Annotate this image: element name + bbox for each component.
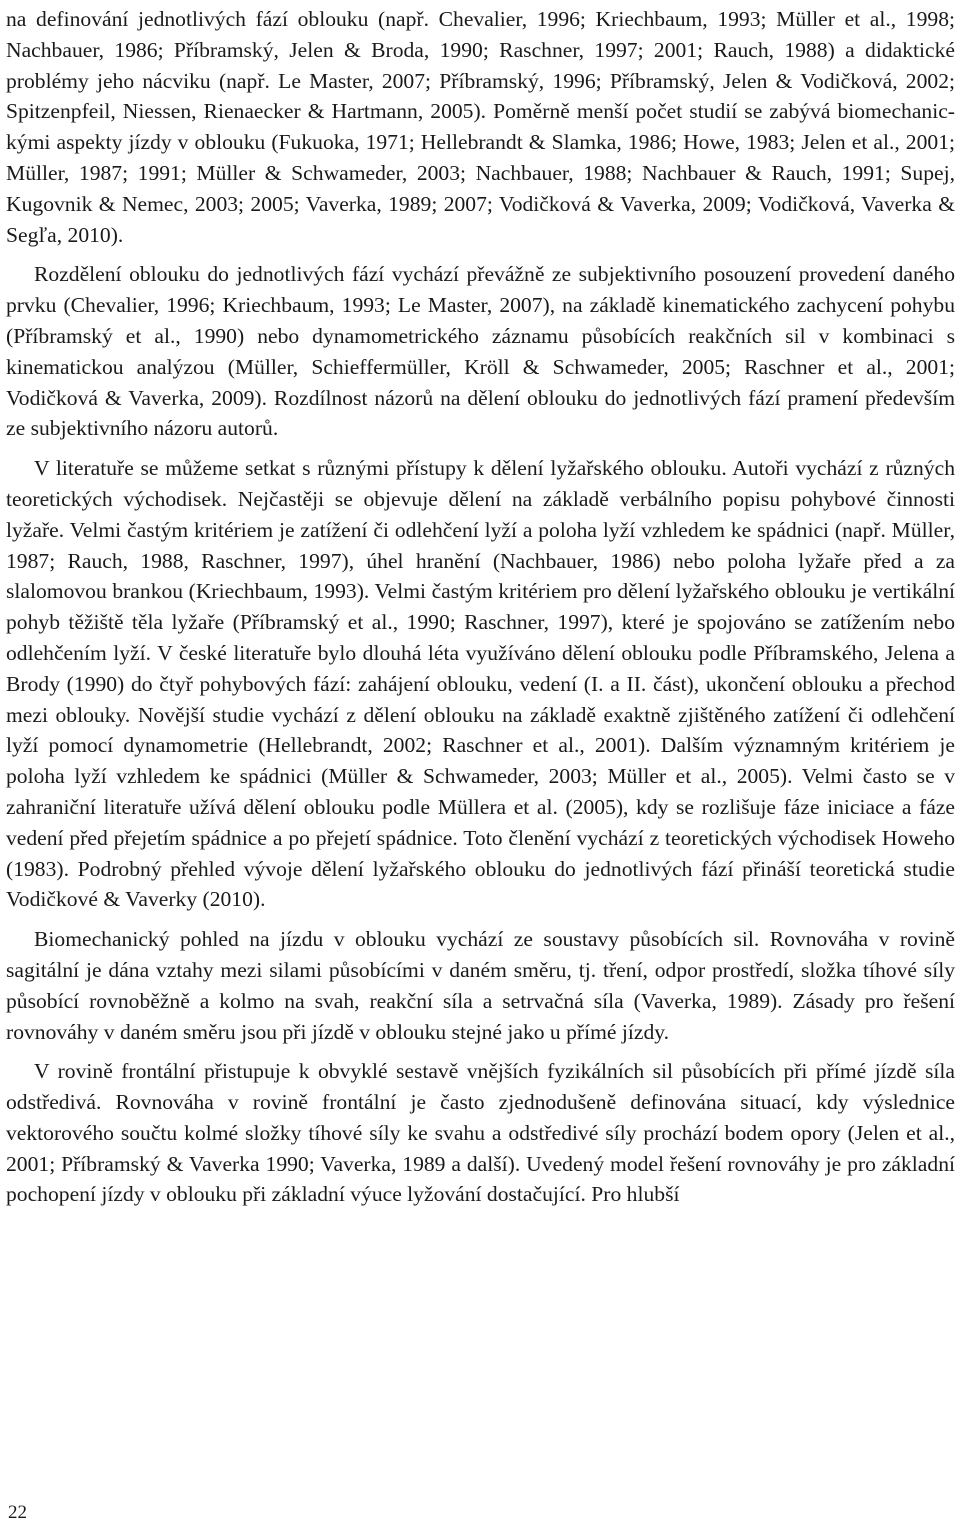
paragraph-1: na definování jednotlivých fází oblouku (např. Chevalier, 1996; Kriechbaum, 1993; Müller et al., 1998; Nachbauer, 1986; Příbramský, Jelen & Broda, 1990; Raschner, 1997; 2001; Rauch, 1988) a didaktické problémy jeho nácviku (např. Le Master, 2007; Příbramský, 1996; Příbramský, Jelen & Vodičková, 2002; Spitzenpfeil, Niessen, Rienaecker & Hartmann, 2005). Poměrně menší počet studií se zabývá biomechanickými aspekty jízdy v oblouku (Fukuoka, 1971; Hellebrandt & Slamka, 1986; Howe, 1983; Jelen et al., 2001; Müller, 1987; 1991; Müller & Schwameder, 2003; Nachbauer, 1988; Nachbauer & Rauch, 1991; Supej, Kugovnik & Nemec, 2003; 2005; Vaverka, 1989; 2007; Vodičková & Vaverka, 2009; Vodičková, Vaverka & Segľa, 2010). [6,7,955,247]
paragraph-3: V literatuře se můžeme setkat s různými přístupy k dělení lyžařského oblouku. Autoři vychází z různých teoretických východisek. Nejčastěji se objevuje dělení na základě verbálního popisu pohybové činnosti lyžaře. Velmi častým kritériem je zatížení či odlehčení lyží a poloha lyží vzhledem ke spádnici (např. Müller, 1987; Rauch, 1988, Raschner, 1997), úhel hranění (Nachbauer, 1986) nebo poloha lyžaře před a za slalomovou brankou (Kriechbaum, 1993). Velmi častým kritériem pro dělení lyžařského oblouku je vertikální pohyb těžiště těla lyžaře (Příbramský et al., 1990; Raschner, 1997), které je spojováno se zatížením nebo odlehčením lyží. V české literatuře bylo dlouhá léta využíváno dělení oblouku podle Příbramského, Jelena a Brody (1990) do čtyř pohybových fází: zahájení oblouku, vedení (I. a II. část), ukončení oblouku a přechod mezi oblouky. Novější studie vychází z dělení oblouku na základě exaktně zjištěného zatížení či odlehčení lyží pomocí dynamometrie (Hellebrandt, 2002; Raschner et al., 2001). Dalším významným kritériem je poloha lyží vzhledem ke spádnici (Müller & Schwameder, 2003; Müller et al., 2005). Velmi často se v zahraniční literatuře užívá dělení oblouku podle Müllera et al. (2005), kdy se rozlišuje fáze iniciace a fáze vedení před přejetím spádnice a po přejetí spádnice. Toto členění vychází z teoretických východisek Howeho (1983). Podrobný přehled vývoje dělení lyžařského oblouku do jednotlivých fází přináší teoretická studie Vodičkové & Vaverky (2010). [6,456,955,912]
page-number: 22 [8,1502,27,1523]
paragraph-5: V rovině frontální přistupuje k obvyklé sestavě vnějších fyzikálních sil působících při přímé jízdě síla odstředivá. Rovnováha v rovině frontální je často zjednodušeně definována situací, kdy výslednice vektorového součtu kolmé složky tíhové síly ke svahu a odstředivé síly prochází bodem opory (Jelen et al., 2001; Příbramský & Vaverka 1990; Vaverka, 1989 a další). Uvedený model řešení rovnováhy je pro základní pochopení jízdy v oblouku při základní výuce lyžování dostačující. Pro hlubší [6,1059,955,1207]
paragraph-4: Biomechanický pohled na jízdu v oblouku vychází ze soustavy působících sil. Rovnováha v rovině sagitální je dána vztahy mezi silami působícími v daném směru, tj. tření, odpor prostředí, složka tíhové síly působící rovnoběžně a kolmo na svah, reakční síla a setrvačná síla (Vaverka, 1989). Zásady pro řešení rovnováhy v daném směru jsou při jízdě v oblouku stejné jako u přímé jízdy. [6,927,955,1044]
document-page [6,4,955,1210]
paragraph-2: Rozdělení oblouku do jednotlivých fází vychází převážně ze subjektivního posouzení provedení daného prvku (Chevalier, 1996; Kriechbaum, 1993; Le Master, 2007), na základě kinematického zachycení pohybu (Příbramský et al., 1990) nebo dynamometrického záznamu působících reakčních sil v kombinaci s kinematickou analýzou (Müller, Schieffermüller, Kröll & Schwameder, 2005; Raschner et al., 2001; Vodičková & Vaverka, 2009). Rozdílnost názorů na dělení oblouku do jednotlivých fází pramení především ze subjektivního názoru autorů. [6,262,955,441]
